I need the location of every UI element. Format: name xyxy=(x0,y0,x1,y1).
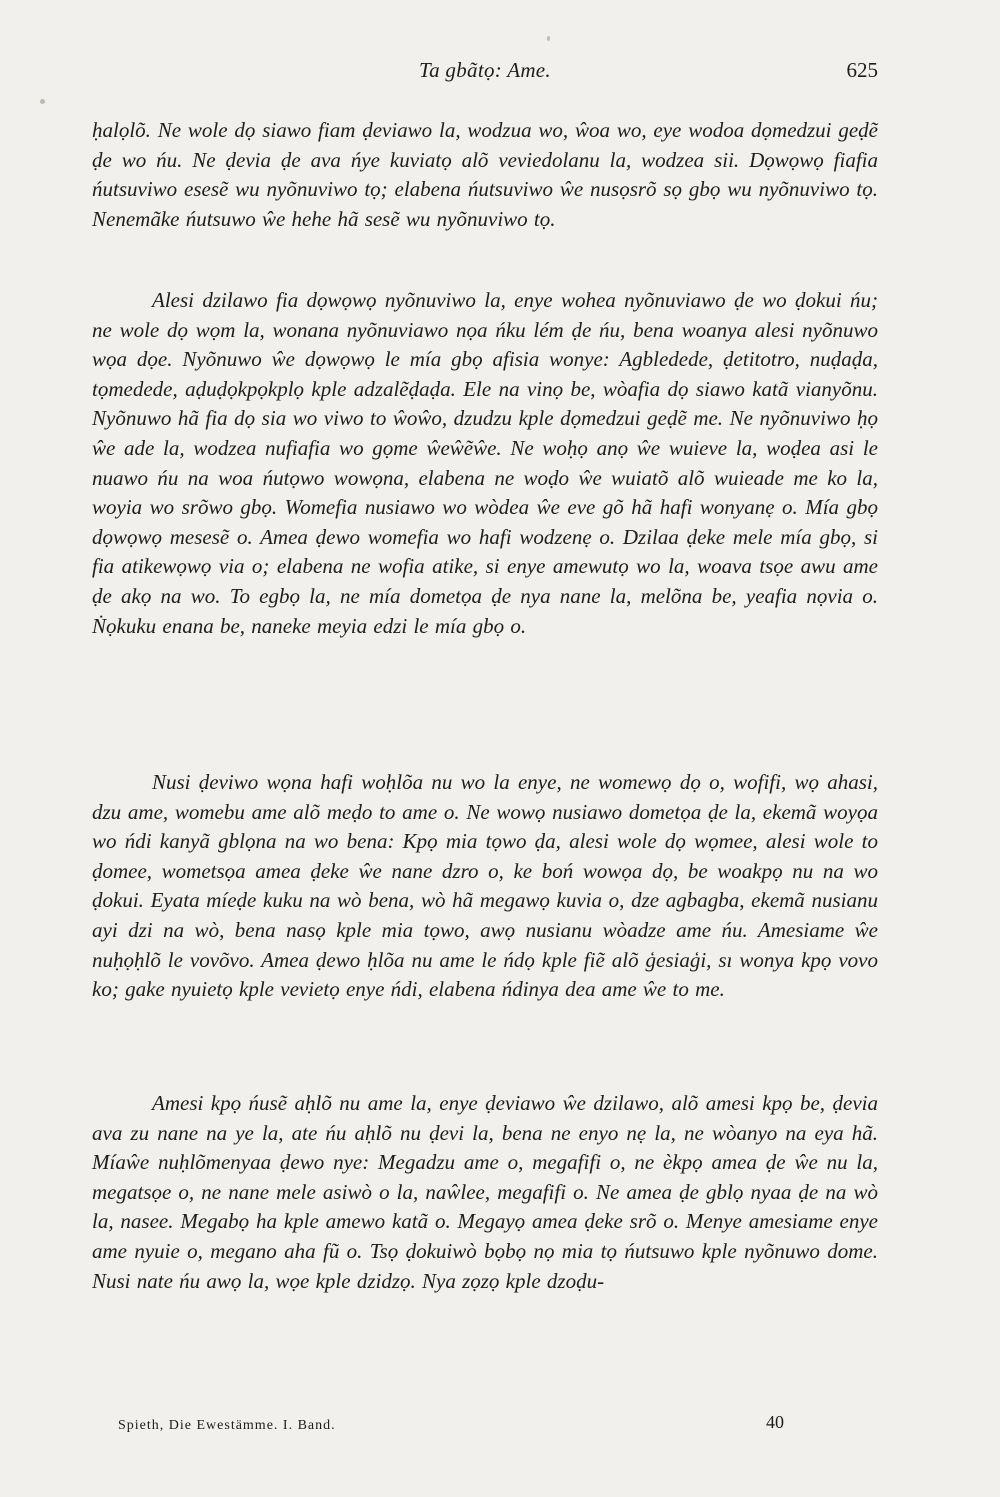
paragraph: Amesi kpọ ńusẽ aḥlõ nu ame la, enye ḍeviawo ŵe dzilawo, alõ amesi kpọ be, ḍevia ava zu nane na ye la, ate ńu aḥlõ nu ḍevi la, bena ne enyo nẹ la, ne wòanyo na eya hã. Míaŵe nuḥlõmenyaa ḍewo nye: Megadzu ame o, megafifi o, ne èkpọ amea ḍe ŵe nu la, megatsọe o, ne nane mele asiwò o la, naŵlee, megafifi o. Ne amea ḍe gblọ nyaa ḍe na wò la, nasee. Megabọ ha kple amewo katã o. Megayọ amea ḍeke srõ o. Menye amesiame enye ame nyuie o, megano aha fũ o. Tsọ ḍokuiwò bọbọ nọ mia tọ ńutsuwo kple nyõnuwo dome. Nusi nate ńu awọ la, wọe kple dzidzọ. Nya zọzọ kple dzoḍu- xyxy=(92,1091,878,1293)
running-title: Ta gbãtọ: Ame. xyxy=(419,58,551,82)
page-number: 625 xyxy=(846,58,878,82)
text-block xyxy=(92,768,878,1005)
signature-mark: 40 xyxy=(766,1412,784,1432)
page-footer xyxy=(118,1414,784,1438)
text-block xyxy=(92,1089,878,1296)
paragraph: ḥalọlõ. Ne wole dọ siawo fiam ḍeviawo la, wodzua wo, ŵoa wo, eye wodoa dọmedzui geḍẽ ḍe wo ńu. Ne ḍevia ḍe ava ńye kuviatọ alõ veviedolanu la, wodzea sii. Dọwọwọ fiafia ńutsuviwo esesẽ wu nyõnuviwo tọ; elabena ńutsuviwo ŵe nusọsrõ sọ gbọ wu nyõnuviwo tọ. Nenemãke ńutsuwo ŵe hehe hã sesẽ wu nyõnuviwo tọ. xyxy=(92,118,878,231)
paper-speck xyxy=(547,36,550,41)
paragraph: Alesi dzilawo fia dọwọwọ nyõnuviwo la, enye wohea nyõnuviawo ḍe wo ḍokui ńu; ne wole dọ wọm la, wonana nyõnuviawo nọa ńku lém ḍe ńu, bena woanya alesi nyõnuwo wọa dọe. Nyõnuwo ŵe dọwọwọ le mía gbọ afisia wonye: Agbledede, ḍetitotro, nuḍaḍa, tọmedede, aḍuḍọkpọkplọ kple adzalẽḍaḍa. Ele na vinọ be, wòafia dọ siawo katã vianyõnu. Nyõnuwo hã fia dọ sia wo viwo to ŵoŵo, dzudzu kple dọmedzui geḍẽ me. Ne nyõnuviwo ḥọ ŵe ade la, wodzea nufiafia wo gọme ŵeŵẽŵe. Ne woḥọ anọ ŵe wuieve la, woḍea asi le nuawo ńu na woa ńutọwo wowọna, elabena ne woḍo ŵe wuiatõ alõ wuieade me ko la, woyia wo srõwo gbọ. Womefia nusiawo wo wòdea ŵe eve gõ hã hafi wonyanẹ o. Mía gbọ dọwọwọ mesesẽ o. Amea ḍewo womefia wo hafi wodzenẹ o. Dzilaa ḍeke mele mía gbọ, si fia atikewọwọ via o; elabena ne wofia atike, si enye amewutọ wo la, woava tsọe awu ame ḍe akọ na wo. To egbọ la, ne mía dometọa ḍe nya nane la, melõna be, yeafia nọvia o. Ṅọkuku enana be, naneke meyia edzi le mía gbọ o. xyxy=(92,288,878,638)
footer-source: Spieth, Die Ewestämme. I. Band. xyxy=(118,1418,336,1433)
paragraph: Nusi ḍeviwo wọna hafi woḥlõa nu wo la enye, ne womewọ dọ o, wofifi, wọ ahasi, dzu ame, womebu ame alõ meḍo to ame o. Ne wowọ nusiawo dometọa ḍe la, ekemã woyọa wo ńdi kanyã gblọna na wo bena: Kpọ mia tọwo ḍa, alesi wole dọ wọmee, alesi wole to ḍomee, wometsọa amea ḍeke ŵe nane dzro o, ke boń wowọa dọ, be woakpọ nu na wo ḍokui. Eyata míeḍe kuku na wò bena, wò hã megawọ kuvia o, dze agbagba, ekemã nusianu ayi dzi na wò, bena nasọ kple mia tọwo, awọ nusianu wòadze ame ńu. Amesiame ŵe nuḥọḥlõ le vovõvo. Amea ḍewo ḥlõa nu ame le ńdọ kple fiẽ alõ ģesiaģi, sı wonya kpọ vovo ko; gake nyuietọ kple vevietọ enye ńdi, elabena ńdinya dea ame ŵe to me. xyxy=(92,770,878,1002)
running-head xyxy=(92,58,878,88)
text-block xyxy=(92,286,878,641)
paper-speck xyxy=(40,99,45,104)
text-block-continuation xyxy=(92,116,878,234)
